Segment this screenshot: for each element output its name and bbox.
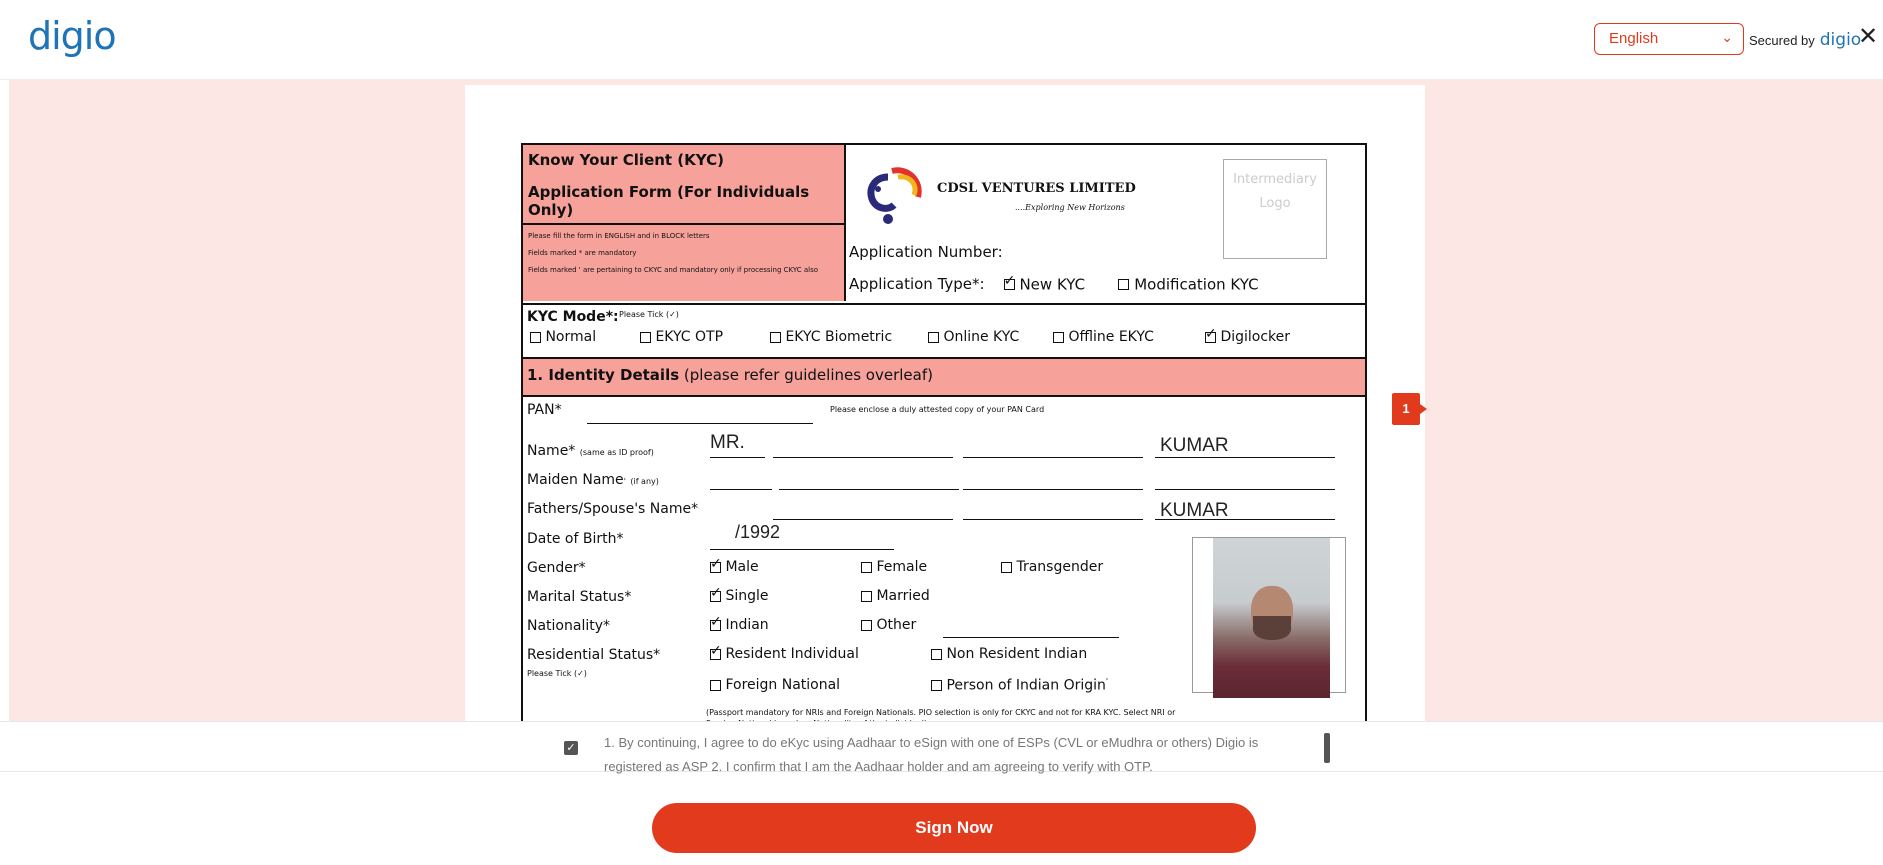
chevron-down-icon: ⌄ <box>1721 29 1733 45</box>
residential-option: Foreign National <box>710 677 840 693</box>
residential-label: Residential Status* <box>527 647 661 663</box>
secured-brand: digio <box>1819 30 1862 50</box>
residential-option: ✓ Resident Individual <box>710 646 859 662</box>
new-kyc-label: New KYC <box>1019 275 1086 294</box>
form-note: Fields marked ' are pertaining to CKYC and mandatory only if processing CKYC also <box>528 266 819 274</box>
pan-field <box>587 407 813 424</box>
modification-kyc-label: Modification KYC <box>1134 275 1259 294</box>
passport-note: (Passport mandatory for NRIs and Foreign Nationals. PIO selection is only for CKYC and not for KRA KYC. Select NRI or <box>706 708 1176 717</box>
applicant-photo <box>1192 537 1346 693</box>
application-number: Application Number: <box>849 243 1003 261</box>
kyc-mode-option: EKYC OTP <box>640 329 723 345</box>
new-kyc-checkbox <box>1004 279 1015 290</box>
language-select[interactable] <box>1594 23 1744 55</box>
language-select-value: English <box>1609 30 1659 47</box>
nationality-option: ✓ Indian <box>710 617 769 633</box>
identity-details <box>523 397 1365 727</box>
kyc-mode-option: ✓ Digilocker <box>1205 329 1290 345</box>
kyc-form <box>521 143 1367 729</box>
marital-option: Married <box>861 588 930 604</box>
gender-option: ✓ Male <box>710 559 759 575</box>
sign-now-button[interactable]: Sign Now <box>652 803 1256 853</box>
name-last: KUMAR <box>1160 435 1229 456</box>
kyc-mode-option: Normal <box>530 329 596 345</box>
father-last: KUMAR <box>1160 500 1229 521</box>
father-row-label: Fathers/Spouse's Name* <box>527 501 699 517</box>
identity-title: 1. Identity Details <box>527 366 680 384</box>
form-note: Fields marked * are mandatory <box>528 249 637 257</box>
form-title-line2: Application Form (For Individuals Only) <box>528 183 810 219</box>
form-title-line1: Know Your Client (KYC) <box>528 151 724 169</box>
maiden-row-label: Maiden Name' (if any) <box>527 472 659 488</box>
kyc-mode-section <box>523 305 1365 359</box>
marital-label: Marital Status* <box>527 589 632 605</box>
kyc-mode-option: Offline EKYC <box>1053 329 1154 345</box>
page-number-badge[interactable]: 1 <box>1392 393 1420 425</box>
identity-subtitle: (please refer guidelines overleaf) <box>683 366 933 384</box>
cdsl-logo <box>858 159 930 231</box>
pan-label: PAN* <box>527 402 562 418</box>
consent-scrollbar[interactable] <box>1324 733 1330 763</box>
document-viewer[interactable] <box>9 80 1883 721</box>
consent-bar <box>0 721 1883 772</box>
photo-image <box>1213 538 1330 698</box>
nationality-label: Nationality* <box>527 618 611 634</box>
kyc-mode-option: Online KYC <box>928 329 1019 345</box>
marital-option: ✓ Single <box>710 588 769 604</box>
form-header <box>523 145 1365 305</box>
close-icon[interactable]: ✕ <box>1858 23 1879 50</box>
company-tagline: ....Exploring New Horizons <box>1015 203 1125 212</box>
nationality-option: Other <box>861 617 916 633</box>
kyc-mode-label: KYC Mode*: <box>527 309 619 325</box>
gender-option: Transgender <box>1001 559 1103 575</box>
residential-option: Person of Indian Origin' <box>931 677 1108 694</box>
dob-label: Date of Birth* <box>527 531 624 547</box>
application-type-label: Application Type*: <box>849 275 985 293</box>
company-name: CDSL VENTURES LIMITED <box>937 181 1136 196</box>
modification-kyc-checkbox <box>1118 279 1129 290</box>
name-prefix: MR. <box>710 432 745 453</box>
pan-note: Please enclose a duly attested copy of your PAN Card <box>830 405 1045 414</box>
document-page <box>465 85 1425 785</box>
residential-tick: Please Tick (✓) <box>527 669 587 678</box>
gender-option: Female <box>861 559 927 575</box>
digio-logo: digio <box>28 14 116 58</box>
gender-label: Gender* <box>527 560 586 576</box>
application-type <box>849 275 1259 294</box>
top-bar <box>0 0 1883 80</box>
secured-by <box>1749 30 1861 50</box>
secured-by-label: Secured by <box>1749 33 1815 48</box>
consent-text: 1. By continuing, I agree to do eKyc using Aadhaar to eSign with one of ESPs (CVL or eMudhra or others) Digio is registered as ASP 2. I confirm that I am the Aadhaar holder and am agreeing to verify with OTP. <box>604 735 1259 774</box>
identity-details-header <box>523 359 1365 397</box>
form-note: Please fill the form in ENGLISH and in BLOCK letters <box>528 232 710 240</box>
intermediary-logo: Intermediary Logo <box>1223 159 1327 259</box>
dob-value: /1992 <box>735 522 781 542</box>
kyc-mode-option: EKYC Biometric <box>770 329 892 345</box>
name-row-label: Name* (same as ID proof) <box>527 443 654 459</box>
form-title-block <box>523 145 846 301</box>
consent-checkbox[interactable]: ✓ <box>564 741 578 755</box>
kyc-mode-tick: Please Tick (✓) <box>619 310 679 319</box>
residential-option: Non Resident Indian <box>931 646 1087 662</box>
